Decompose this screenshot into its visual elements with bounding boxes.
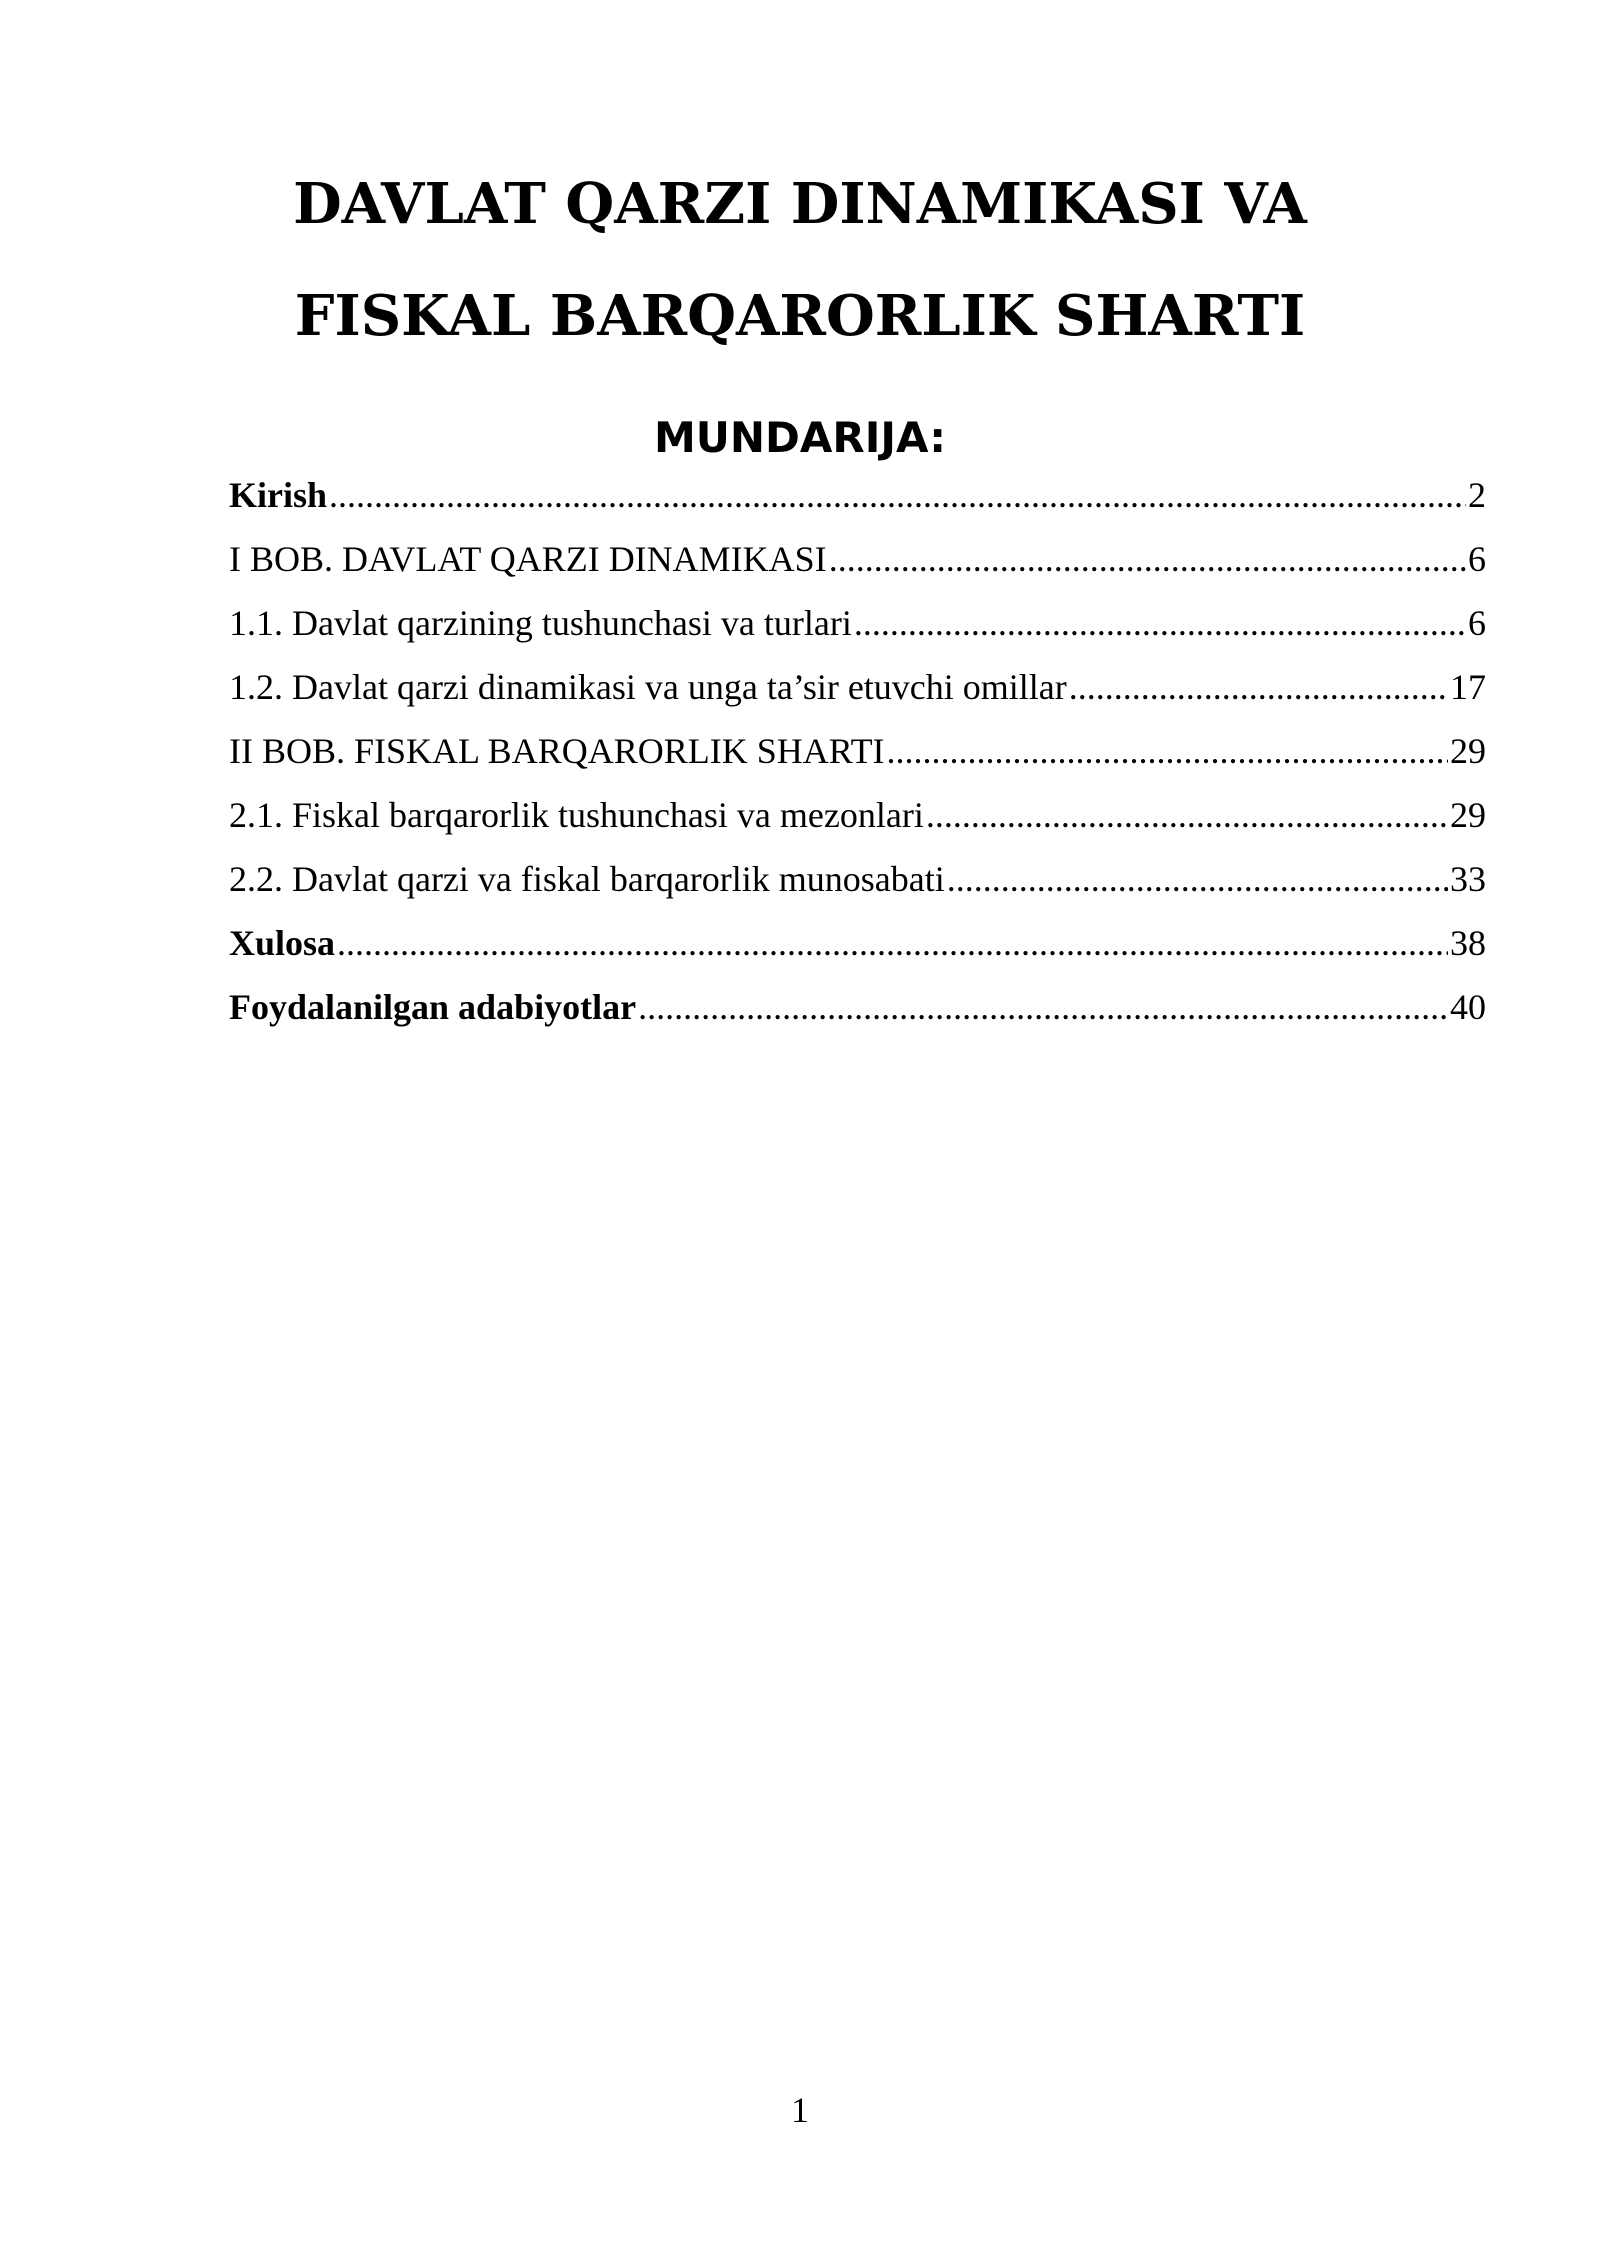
table-of-contents <box>229 467 1486 1043</box>
toc-entry-references[interactable] <box>229 979 1486 1043</box>
toc-entry-page: 6 <box>1468 603 1486 643</box>
toc-entry-kirish[interactable] <box>229 467 1486 531</box>
toc-entry-section-2-2[interactable] <box>229 851 1486 915</box>
toc-leader-dots <box>829 531 1466 587</box>
toc-entry-section-2-1[interactable] <box>229 787 1486 851</box>
toc-entry-page: 40 <box>1450 987 1486 1027</box>
toc-entry-page: 17 <box>1450 667 1486 707</box>
toc-leader-dots <box>337 915 1448 971</box>
toc-entry-page: 2 <box>1468 475 1486 515</box>
page-number: 1 <box>791 2090 809 2130</box>
toc-entry-page: 38 <box>1450 923 1486 963</box>
toc-entry-label: Foydalanilgan adabiyotlar <box>229 987 637 1027</box>
toc-leader-dots <box>329 467 1466 523</box>
toc-leader-dots <box>887 723 1448 779</box>
toc-entry-label: Xulosa <box>229 923 336 963</box>
toc-entry-label: 2.2. Davlat qarzi va fiskal barqarorlik munosabati <box>229 859 945 899</box>
toc-entry-label: 1.1. Davlat qarzining tushunchasi va turlari <box>229 603 852 643</box>
toc-entry-label: 1.2. Davlat qarzi dinamikasi va unga ta’sir etuvchi omillar <box>229 667 1067 707</box>
toc-entry-chapter-2[interactable] <box>229 723 1486 787</box>
toc-leader-dots <box>1069 659 1448 715</box>
title-line-2: FISKAL BARQARORLIK SHARTI <box>294 283 1306 349</box>
toc-heading: MUNDARIJA: <box>653 413 947 462</box>
toc-leader-dots <box>926 787 1448 843</box>
toc-entry-label: I BOB. DAVLAT QARZI DINAMIKASI <box>229 539 827 579</box>
toc-leader-dots <box>854 595 1466 651</box>
toc-entry-page: 33 <box>1450 859 1486 899</box>
toc-entry-label: II BOB. FISKAL BARQARORLIK SHARTI <box>229 731 885 771</box>
title-line-1: DAVLAT QARZI DINAMIKASI VA <box>293 171 1307 237</box>
toc-entry-section-1-1[interactable] <box>229 595 1486 659</box>
toc-leader-dots <box>638 979 1448 1035</box>
toc-entry-section-1-2[interactable] <box>229 659 1486 723</box>
toc-entry-page: 29 <box>1450 731 1486 771</box>
toc-entry-label: Kirish <box>229 475 328 515</box>
toc-entry-chapter-1[interactable] <box>229 531 1486 595</box>
toc-entry-xulosa[interactable] <box>229 915 1486 979</box>
toc-entry-page: 6 <box>1468 539 1486 579</box>
toc-entry-label: 2.1. Fiskal barqarorlik tushunchasi va mezonlari <box>229 795 924 835</box>
document-title <box>0 148 1600 372</box>
toc-entry-page: 29 <box>1450 795 1486 835</box>
toc-leader-dots <box>947 851 1448 907</box>
